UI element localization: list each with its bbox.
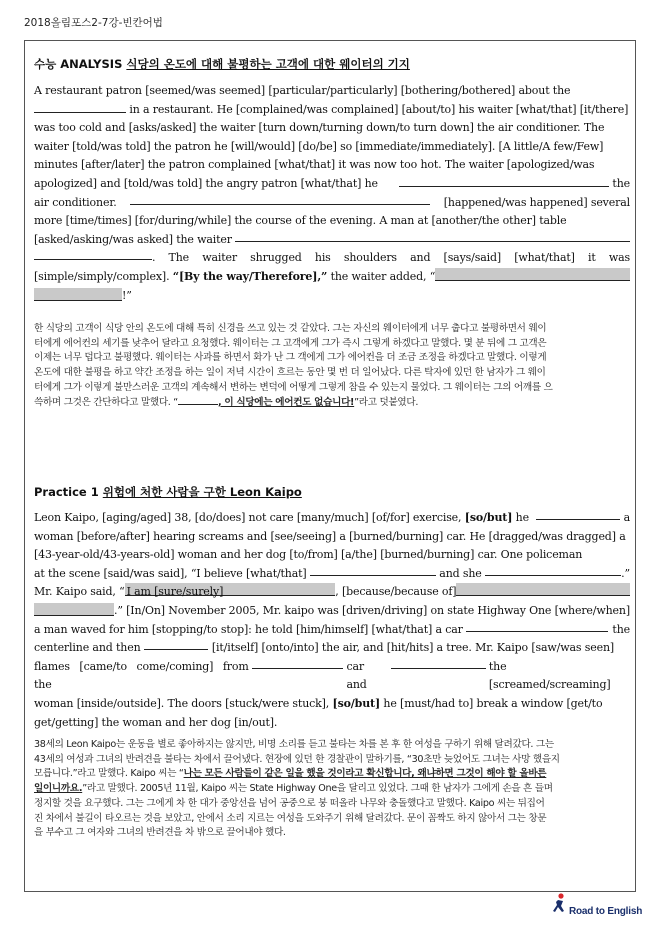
text: [simple/simply/complex]. [34,269,170,283]
text: ”라고 덧붙였다. [354,396,419,408]
translation-line: 38세의 Leon Kaipo는 운동을 별로 좋아하지는 않지만, 비명 소리를 듣고 불타는 차를 본 후 한 여성을 구하기 위해 달려갔다. 그는 [34,739,554,750]
text: 쓱하며 그것은 간단하다고 말했다. “ [34,396,178,408]
text: 나는 모든 사람들이 같은 일을 했을 것이라고 확신합니다, 왜냐하면 그것이 해야 할 올바른 [183,768,547,780]
line [34,565,630,584]
text: [so/but] [332,696,381,710]
line: A restaurant patron [seemed/was seemed] [particular/particularly] [bothering/bothered] about the [34,84,571,97]
line [34,175,630,194]
text: he [must/had to] break a window [get/to [383,696,603,710]
text: and she [439,566,482,580]
text: at the scene [said/was said], “I believe [what/that] [34,566,307,580]
line [34,602,630,621]
line: [43-year-old/43-years-old] woman and her dog [to/from] [a/the] [burned/burning] car. One policeman [34,548,583,562]
text: ”라고 말했다. 2005년 11월, Kaipo 씨는 State Highway One을 달리고 있었다. 그때 한 남자가 그에게 손을 흔 들며 [82,783,553,795]
text: centerline and then [34,641,141,655]
text: .” [In/On] November 2005, Mr. kaipo was [driven/driving] on state Highway One [where/when] [114,603,630,617]
blank [536,509,619,520]
text: [happened/was happened] several [443,195,630,209]
line: minutes [after/later] the patron complained [what/that] it was now too hot. The waiter [apologized/was [34,158,595,172]
line [34,287,630,306]
text: car and [346,659,367,692]
translation-line [34,767,630,782]
line [34,249,630,268]
blank [466,621,608,632]
analysis-label: 수능 ANALYSIS [34,57,123,71]
blank [144,639,208,650]
text: air conditioner. [34,195,117,209]
line [34,621,630,640]
translation-line: 정지할 것을 요구했다. 그는 그에게 차 한 대가 중앙선을 넘어 공중으로 붕 떠올라 나무와 충돌했다고 말했다. Kaipo 씨는 뒤집어 [34,797,545,809]
translation-line [34,782,630,797]
translation-line: 이제는 너무 덥다고 불평했다. 웨이터는 사과를 하면서 화가 난 그 객에게 그가 에어컨을 더 조금 조정을 하겠다고 말했다. 이렇게 [34,352,547,364]
text: in a restaurant. He [complained/was complained] [about/to] his waiter [what/that] [it/there] [129,102,629,116]
text: , 이 식당에는 에어컨도 없습니다! [217,396,355,408]
blank [310,565,436,576]
text: the [screamed/screaming] [488,659,611,692]
text: .” [621,566,630,580]
line: was too cold and [asks/asked] the waiter [turn down/turning down/to turn down] the air conditioner. The [34,121,605,135]
translation-line: 43세의 여성과 그녀의 반려견을 불타는 차에서 끌어냈다. 현장에 있던 한 경찰관이 말하기를, “30초만 늦었어도 그녀는 사망 했을지 [34,753,560,765]
text: the [612,622,630,636]
line [34,583,630,602]
translation-line [34,396,630,411]
blank [130,194,430,205]
blank [178,396,218,405]
practice-passage [34,509,630,732]
line [34,509,630,528]
text: . The waiter shrugged his shoulders and [says/said] [what/that] it was [152,251,630,265]
shaded-blank [34,603,114,616]
line [34,194,630,213]
line [34,695,630,714]
text: 일이니까요. [34,783,83,795]
page-header: 2018올림포스2-7강-빈칸어법 [24,17,163,29]
text: woman [inside/outside]. The doors [stuck/were stuck], [34,696,330,710]
blank [391,658,486,669]
translation-line: 터에게 에어컨의 세기를 낮추어 달라고 요청했다. 웨이터는 그 고객에게 그가 즉시 그렇게 하겠다고 말했다. 몇 분 뒤에 그 고객은 [34,337,547,349]
line: waiter [told/was told] the patron he [will/would] [do/be] so [immediate/immediately]. [A little/A few/Few] [34,139,604,153]
text: [it/itself] [onto/into] the air, and [hit/hits] a tree. Mr. Kaipo [saw/was seen] [211,641,615,655]
translation-line: 진 차에서 불길이 타오르는 것을 보았고, 안에서 소리 지르는 여성을 도와주기 위해 달려갔다. 문이 꼼짝도 하지 않아서 그는 창문 [34,812,547,824]
text: a man waved for him [stopping/to stop]: he told [him/himself] [what/that] a car [34,622,463,636]
line [34,101,630,120]
blank [399,176,609,187]
translation-line: 온도에 대한 불평을 하고 약간 조정을 하는 일이 저녁 시간이 흐르는 동안 몇 번 더 일어났다. 다른 탁자에 있던 한 남자가 그 웨이 [34,367,546,379]
line: woman [before/after] hearing screams and [see/seeing] a [burned/burning] car. He [dragged/was dragged] a [34,529,626,543]
text: apologized] and [told/was told] the angry patron [what/that] he [34,176,378,190]
line [34,231,630,250]
blank [235,231,630,242]
line [34,268,630,287]
analysis-heading [34,56,410,72]
practice-label: Practice 1 [34,485,99,499]
translation-line: 을 부수고 그 여자와 그녀의 반려견을 차 밖으로 끌어내야 했다. [34,827,286,839]
text: “[By the way/Therefore],” [172,269,328,283]
line [34,658,630,695]
translation-line: 터에게 그가 이렇게 불만스러운 고객의 계속해서 변하는 변덕에 어떻게 그렇게 참을 수 있는지 물었다. 그 웨이터는 그의 어깨를 으 [34,381,553,393]
logo-text: Road to English [569,906,643,917]
text: the waiter added, “ [330,269,436,283]
line [34,639,630,658]
text: !” [122,288,132,302]
text: he [515,511,529,524]
runner-icon [551,893,567,915]
shaded-blank [456,583,630,596]
text: a [623,511,630,524]
text: 모릅니다.”라고 말했다. Kaipo 씨는 “ [34,768,184,780]
analysis-passage [34,82,630,305]
text: [so/but] [464,511,513,524]
line: get/getting] the woman and her dog [in/out]. [34,715,278,729]
shaded-blank [34,288,122,301]
practice-title: 위험에 처한 사람을 구한 Leon Kaipo [102,485,302,499]
text: Leon Kaipo, [aging/aged] 38, [do/does] not care [many/much] [of/for] exercise, [34,511,462,524]
shaded-text: I am [sure/surely] [126,585,224,599]
blank [485,565,621,576]
blank [34,102,126,113]
translation-line: 한 식당의 고객이 식당 안의 온도에 대해 특히 신경을 쓰고 있는 것 같았다. 그는 자신의 웨이터에게 너무 춥다고 불평하면서 웨이 [34,323,547,334]
text: flames [came/to come/coming] from the [34,659,249,692]
blank [252,658,343,669]
line: more [time/times] [for/during/while] the course of the evening. A man at [another/the other] table [34,214,567,228]
road-to-english-logo [551,893,642,917]
shaded-blank [435,268,630,281]
shaded-blank [225,583,335,596]
practice-translation [34,738,630,841]
analysis-title: 식당의 온도에 대해 불평하는 고객에 대한 웨이터의 기지 [126,57,410,71]
text: the [612,176,630,190]
text: , [because/because of] [335,585,457,599]
text: [asked/asking/was asked] the waiter [34,232,232,246]
practice-heading [34,484,302,500]
blank [34,249,152,260]
text: Mr. Kaipo said, “ [34,585,125,599]
analysis-translation [34,322,630,410]
